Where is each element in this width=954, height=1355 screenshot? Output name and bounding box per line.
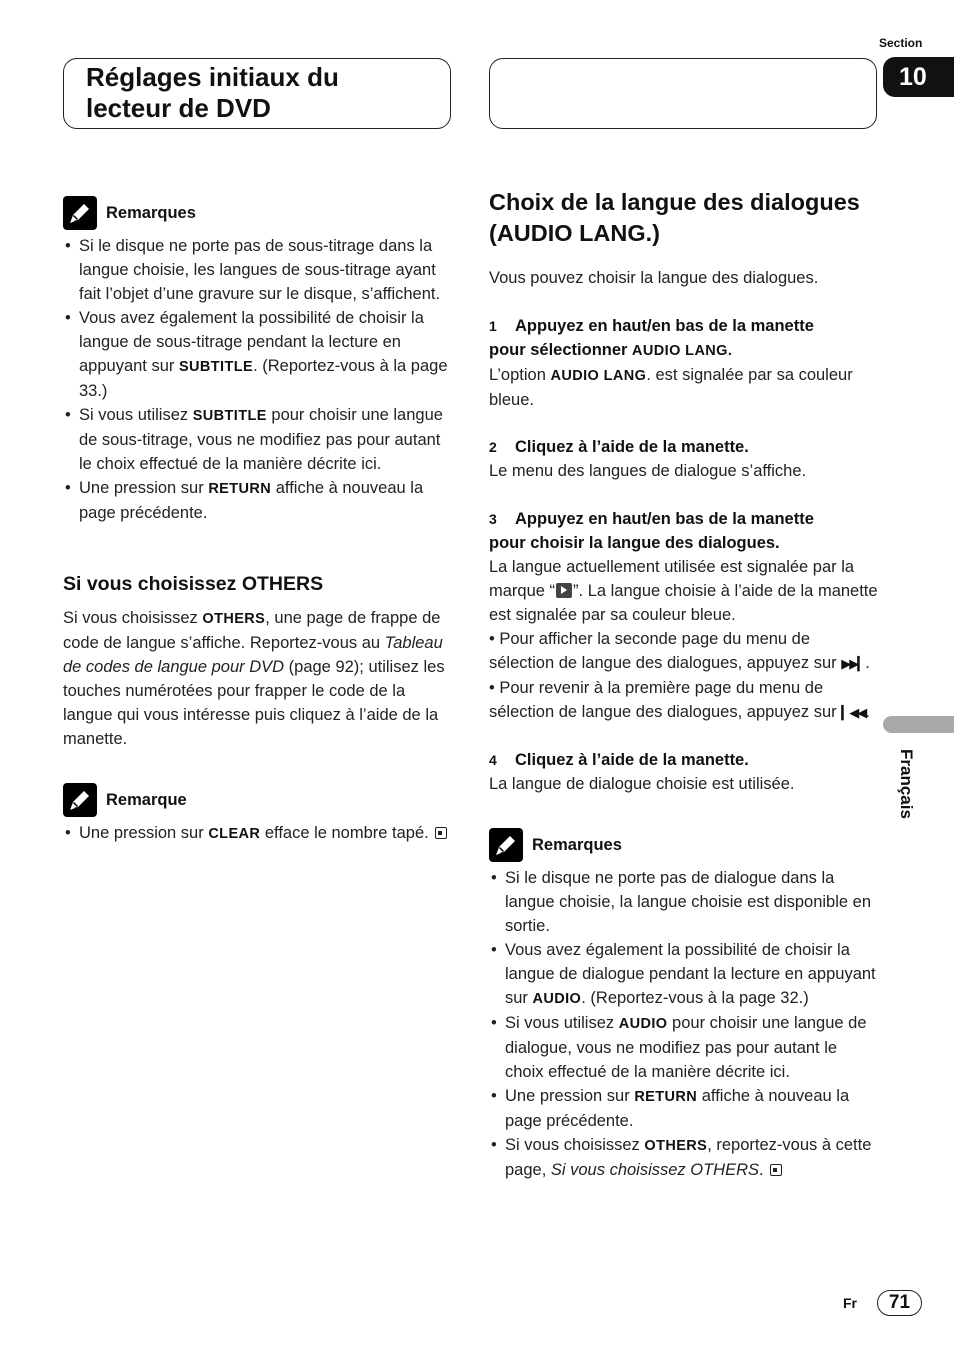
chapter-title: Réglages initiaux du lecteur de DVD <box>86 62 339 123</box>
step-body: L’option AUDIO LANG. est signalée par sa couleur bleue. <box>489 366 853 409</box>
pencil-note-icon <box>489 828 523 862</box>
section-label: Section <box>879 36 923 50</box>
note-list <box>489 866 879 1182</box>
language-label: Français <box>897 749 916 819</box>
intro-text: Vous pouvez choisir la langue des dialogues. <box>489 269 819 287</box>
header-empty-box <box>489 58 877 129</box>
step-1 <box>489 314 879 412</box>
pencil-note-icon <box>63 783 97 817</box>
others-paragraph: Si vous choisissez OTHERS, une page de frappe de code de langue s’affiche. Reportez-vous au Tableau de codes de langue pour DVD (page 92); utilisez les touches numérotées pour frapper le code de la langue qui vous intéresse puis cliquez à l’aide de la manette. <box>63 609 445 748</box>
note-title: Remarques <box>532 836 622 854</box>
step-body: Le menu des langues de dialogue s’affiche. <box>489 462 807 480</box>
previous-page-icon: ▎◀◀ <box>841 705 866 720</box>
footer-language-code: Fr <box>843 1295 857 1311</box>
step-title-cont: pour sélectionner AUDIO LANG. <box>489 341 733 359</box>
step-bullet: • Pour revenir à la première page du menu de sélection de langue des dialogues, appuyez sur ▎◀◀. <box>489 679 870 721</box>
step-4 <box>489 748 879 796</box>
pencil-note-icon <box>63 196 97 230</box>
list-item: • Si vous choisissez OTHERS, reportez-vous à cette page, Si vous choisissez OTHERS. <box>489 1133 879 1182</box>
section-number: 10 <box>883 57 954 97</box>
end-square-icon <box>435 827 447 839</box>
step-title: 4 Cliquez à l’aide de la manette. <box>489 751 749 769</box>
step-title: 1 Appuyez en haut/en bas de la manette <box>489 317 814 335</box>
language-tab <box>883 716 954 733</box>
note-list <box>63 234 453 525</box>
step-bullet: • Pour afficher la seconde page du menu de sélection de langue des dialogues, appuyez sur ▶▶▎. <box>489 630 870 672</box>
right-column <box>489 187 879 1182</box>
next-page-icon: ▶▶▎ <box>841 656 866 671</box>
note-header <box>63 783 453 817</box>
left-column <box>63 196 453 846</box>
list-item: • Si le disque ne porte pas de dialogue dans la langue choisie, la langue choisie est disponible en sortie. <box>489 866 879 938</box>
list-item: • Vous avez également la possibilité de choisir la langue de dialogue pendant la lecture en appuyant sur AUDIO. (Reportez-vous à la page 32.) <box>489 938 879 1011</box>
page-number: 71 <box>877 1290 922 1316</box>
note-title: Remarques <box>106 204 196 222</box>
list-item: • Si vous utilisez SUBTITLE pour choisir une langue de sous-titrage, vous ne modifiez pas pour autant le choix effectué de la manière décrite ici. <box>63 403 453 476</box>
current-language-mark-icon <box>556 583 572 598</box>
step-body: La langue de dialogue choisie est utilisée. <box>489 775 795 793</box>
step-title-cont: pour choisir la langue des dialogues. <box>489 534 780 552</box>
step-body: La langue actuellement utilisée est signalée par la marque “ ”. La langue choisie à l’aide de la manette est signalée par sa couleur bleue. <box>489 558 878 624</box>
end-square-icon <box>770 1164 782 1176</box>
list-item: • Une pression sur RETURN affiche à nouveau la page précédente. <box>489 1084 879 1133</box>
step-3 <box>489 507 879 725</box>
list-item: • Vous avez également la possibilité de choisir la langue de sous-titrage pendant la lecture en appuyant sur SUBTITLE. (Reportez-vous à la page 33.) <box>63 306 453 403</box>
note-list <box>63 821 453 846</box>
list-item: • Si vous utilisez AUDIO pour choisir une langue de dialogue, vous ne modifiez pas pour autant le choix effectué de la manière décrite ici. <box>489 1011 879 1084</box>
list-item: • Une pression sur CLEAR efface le nombre tapé. <box>63 821 453 846</box>
step-title: 3 Appuyez en haut/en bas de la manette <box>489 510 814 528</box>
others-heading: Si vous choisissez OTHERS <box>63 573 324 595</box>
page-heading: Choix de la langue des dialogues (AUDIO LANG.) <box>489 189 860 246</box>
note-header <box>489 828 879 862</box>
list-item: • Une pression sur RETURN affiche à nouveau la page précédente. <box>63 476 453 525</box>
note-header <box>63 196 453 230</box>
chapter-title-box <box>63 58 451 129</box>
step-title: 2 Cliquez à l’aide de la manette. <box>489 438 749 456</box>
list-item: • Si le disque ne porte pas de sous-titrage dans la langue choisie, les langues de sous-titrage ayant fait l’objet d’une gravure sur le disque, s’affichent. <box>63 234 453 306</box>
note-title: Remarque <box>106 791 187 809</box>
step-2 <box>489 435 879 483</box>
